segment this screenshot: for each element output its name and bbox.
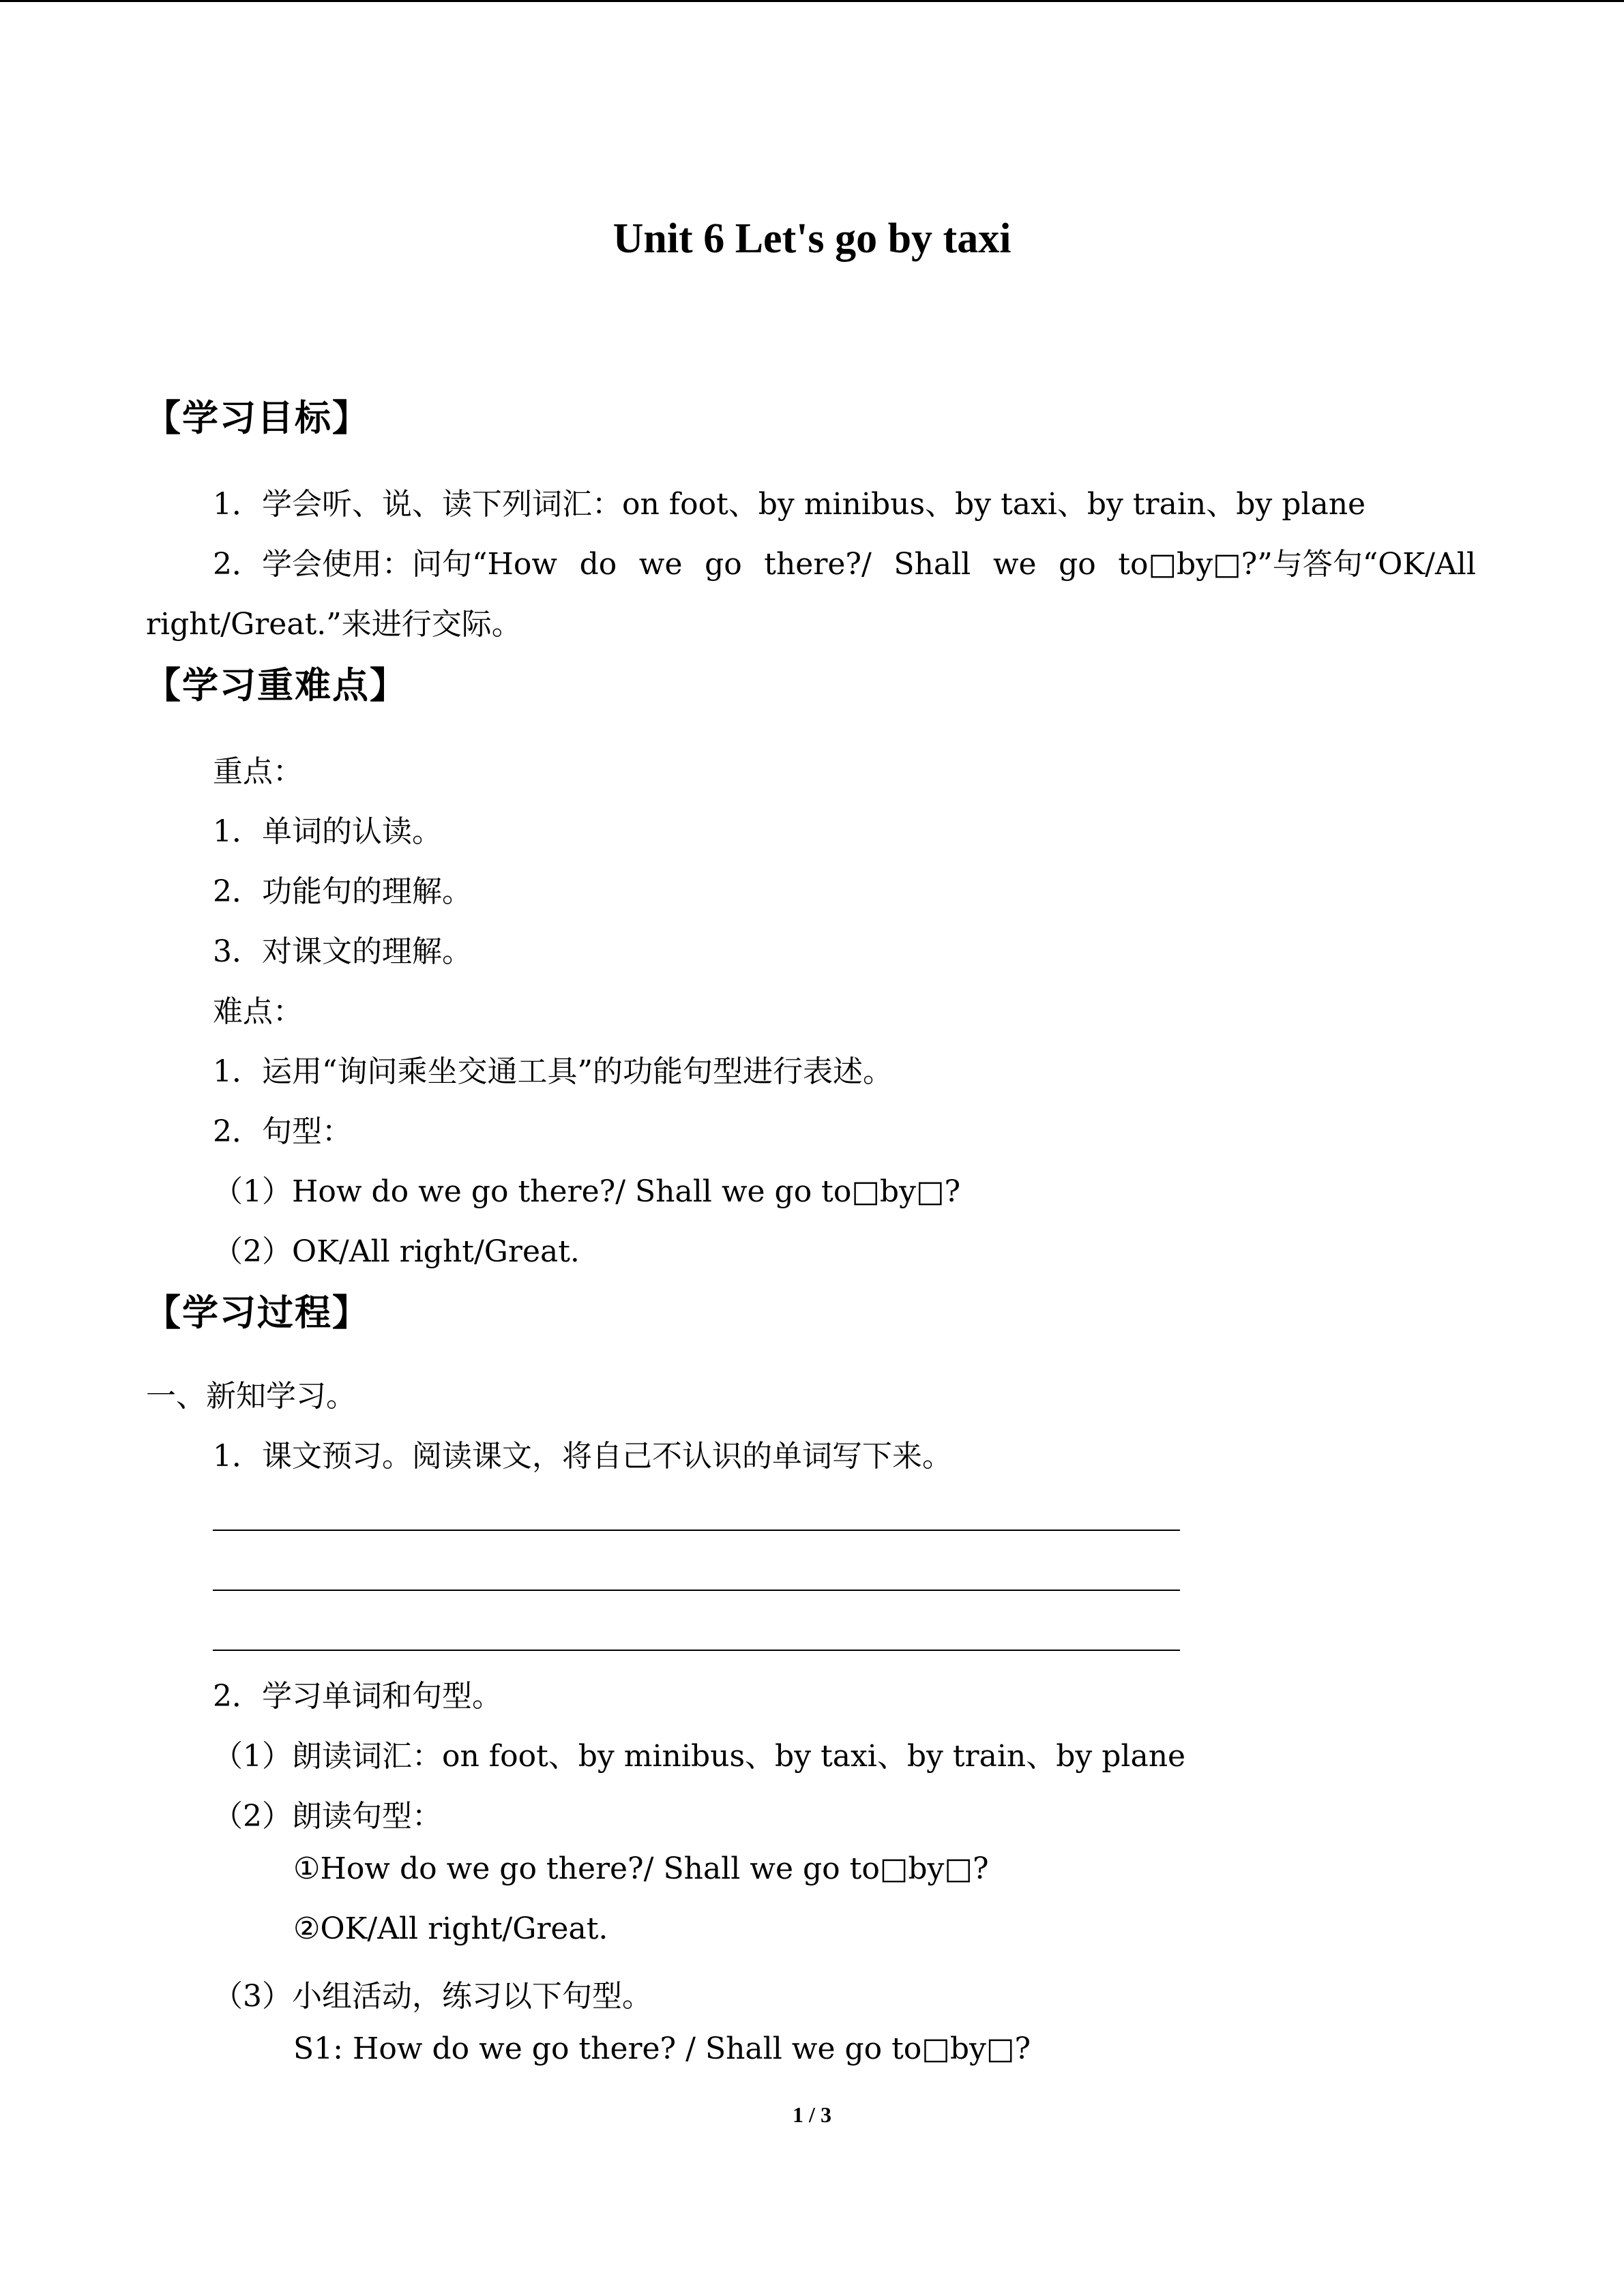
step-1: 1．课文预习。阅读课文，将自己不认识的单词写下来。	[213, 1439, 952, 1474]
objective-item-2-word: we	[638, 547, 683, 582]
key-points-heading: 【学习重难点】	[145, 665, 407, 706]
step-2: 2．学习单词和句型。	[213, 1679, 502, 1714]
page-number: 1 / 3	[793, 2102, 831, 2127]
focus-item: 1．单词的认读。	[213, 814, 442, 849]
objective-item-2	[213, 539, 1476, 583]
objective-item-2-word: Shall	[894, 547, 971, 582]
objective-item-1: 1．学会听、说、读下列词汇：on foot、by minibus、by taxi、by train、by plane	[213, 487, 1366, 522]
objective-item-2-word: go	[1059, 547, 1096, 582]
sentence-item: ②OK/All right/Great.	[293, 1911, 608, 1946]
focus-item: 2．功能句的理解。	[213, 874, 472, 909]
objective-item-2-word: there?/	[764, 547, 872, 582]
writing-line[interactable]	[213, 1590, 1180, 1591]
document-title: Unit 6 Let's go by taxi	[612, 215, 1012, 262]
sub-item-2: （2）朗读句型：	[213, 1799, 442, 1834]
process-heading: 【学习过程】	[145, 1292, 370, 1334]
focus-label: 重点：	[213, 754, 303, 789]
dialogue-line: S1: How do we go there? / Shall we go to□by□?	[293, 2031, 1031, 2066]
sub-item-3: （3）小组活动，练习以下句型。	[213, 1979, 652, 2014]
difficulty-item: 1．运用“询问乘坐交通工具”的功能句型进行表述。	[213, 1054, 893, 1089]
writing-line[interactable]	[213, 1650, 1180, 1651]
focus-item: 3．对课文的理解。	[213, 934, 472, 969]
pattern-item: （1）How do we go there?/ Shall we go to□by□?	[213, 1174, 961, 1209]
pattern-item: （2）OK/All right/Great.	[213, 1234, 580, 1269]
objective-item-2-word: do	[579, 547, 617, 582]
difficulty-item: 2．句型：	[213, 1114, 352, 1149]
objective-item-2-word: 2．学会使用：问句“How	[213, 547, 558, 582]
writing-line[interactable]	[213, 1530, 1180, 1531]
section-title: 一、新知学习。	[146, 1379, 356, 1414]
sentence-item: ①How do we go there?/ Shall we go to□by□?	[293, 1851, 989, 1886]
objective-item-2-word: to□by□?”与答句“OK/All	[1118, 547, 1476, 582]
objective-item-2-word: go	[705, 547, 742, 582]
objective-item-2-continued: right/Great.”来进行交际。	[146, 607, 522, 642]
sub-item-1: （1）朗读词汇：on foot、by minibus、by taxi、by train、by plane	[213, 1739, 1186, 1774]
difficulty-label: 难点：	[213, 994, 303, 1029]
objectives-heading: 【学习目标】	[145, 398, 370, 439]
objective-item-2-word: we	[992, 547, 1037, 582]
